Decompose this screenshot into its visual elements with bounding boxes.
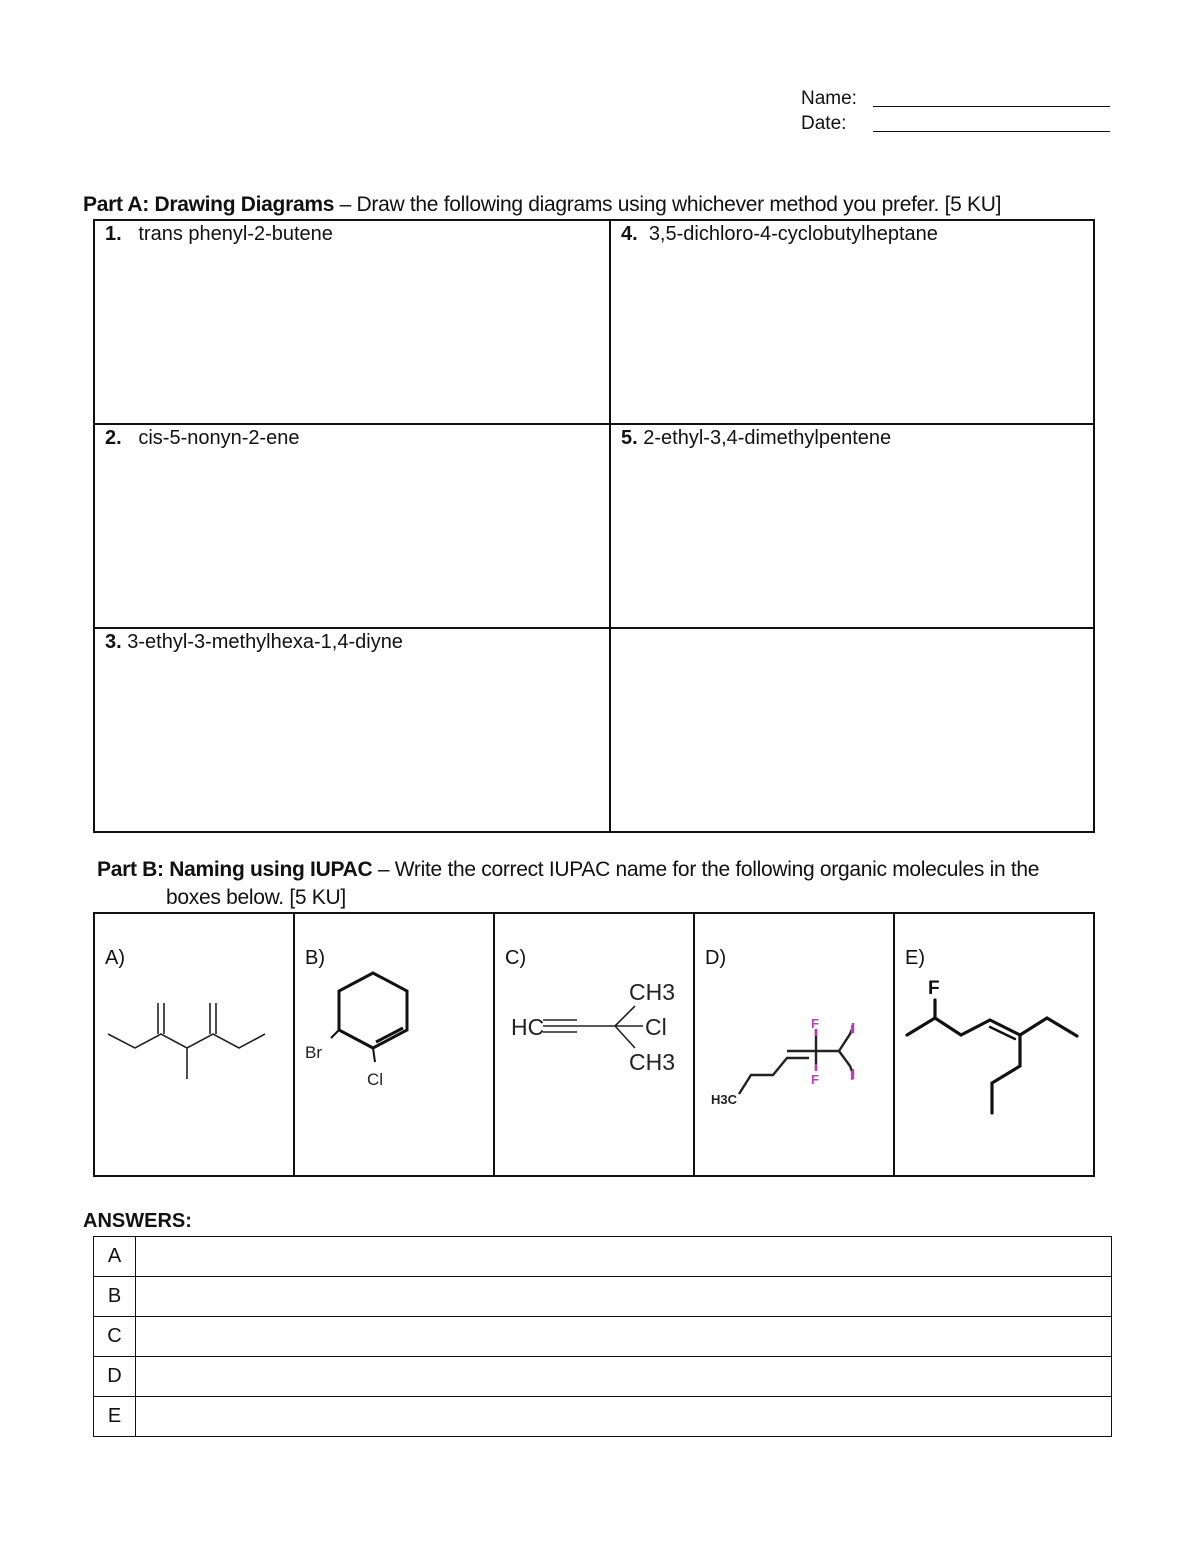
- name-field[interactable]: [873, 106, 1110, 107]
- part-b-title: [97, 858, 1039, 882]
- atom-br: Br: [305, 1043, 322, 1062]
- answer-label: B: [94, 1277, 136, 1317]
- answer-field-d[interactable]: [136, 1357, 1112, 1397]
- atom-cl: Cl: [645, 1014, 667, 1040]
- cl-bond: [373, 1048, 375, 1062]
- question-text: trans phenyl-2-butene: [138, 223, 333, 245]
- answer-field-b[interactable]: [136, 1277, 1112, 1317]
- empty-cell[interactable]: [610, 628, 1094, 832]
- answer-label: D: [94, 1357, 136, 1397]
- answers-title: ANSWERS:: [83, 1210, 192, 1232]
- answer-field-e[interactable]: [136, 1397, 1112, 1437]
- part-a-table: [93, 219, 1095, 833]
- part-a-title: [83, 193, 1001, 217]
- question-number: 4.: [621, 223, 638, 245]
- atom-f: F: [811, 1016, 819, 1031]
- atom-f: F: [811, 1072, 819, 1087]
- question-cell[interactable]: [94, 628, 610, 832]
- molecule-e-structure: [895, 914, 1095, 1177]
- answer-label: A: [94, 1237, 136, 1277]
- question-cell[interactable]: [94, 424, 610, 628]
- molecule-label: A): [105, 947, 125, 969]
- cyclohexene-ring: [339, 973, 407, 1048]
- question-cell[interactable]: [610, 220, 1094, 424]
- molecule-b-structure: [295, 914, 495, 1177]
- part-b-title-rest: – Write the correct IUPAC name for the following organic molecules in the: [372, 858, 1040, 881]
- molecule-cell-d: [694, 913, 894, 1176]
- question-text: 3,5-dichloro-4-cyclobutylheptane: [648, 223, 938, 245]
- molecule-a-structure: [95, 914, 295, 1177]
- question-cell[interactable]: [610, 424, 1094, 628]
- bond: [615, 1026, 635, 1048]
- date-field[interactable]: [873, 131, 1110, 132]
- atom-ch3: CH3: [629, 979, 676, 1005]
- part-a-title-rest: – Draw the following diagrams using whichever method you prefer. [5 KU]: [334, 193, 1002, 216]
- propyl-chain: [992, 1035, 1020, 1113]
- answer-label: C: [94, 1317, 136, 1357]
- question-number: 2.: [105, 427, 122, 449]
- molecule-label: B): [305, 947, 325, 969]
- atom-f: F: [928, 978, 940, 999]
- atom-ch3: CH3: [629, 1049, 676, 1075]
- question-number: 1.: [105, 223, 122, 245]
- atom-h3c: H3C: [711, 1092, 738, 1107]
- part-b-table: [93, 912, 1095, 1177]
- part-b-title-bold: Part B: Naming using IUPAC: [97, 858, 373, 881]
- question-number: 5.: [621, 427, 638, 449]
- atom-i: I: [850, 1022, 854, 1037]
- molecule-d-structure: [695, 914, 895, 1177]
- molecule-label: E): [905, 947, 925, 969]
- carbon-chain: [739, 1058, 809, 1094]
- date-label: Date:: [801, 113, 847, 134]
- question-cell[interactable]: [94, 220, 610, 424]
- molecule-cell-e: [894, 913, 1094, 1176]
- atom-cl: Cl: [367, 1070, 384, 1089]
- answers-table: [93, 1236, 1112, 1437]
- molecule-cell-c: [494, 913, 694, 1176]
- double-bond: [990, 1027, 1015, 1039]
- molecule-label: D): [705, 947, 727, 969]
- molecule-cell-b: [294, 913, 494, 1176]
- answer-field-c[interactable]: [136, 1317, 1112, 1357]
- bond: [615, 1006, 635, 1026]
- molecule-cell-a: [94, 913, 294, 1176]
- molecule-label: C): [505, 947, 527, 969]
- atom-i: I: [850, 1068, 854, 1083]
- molecule-c-structure: [495, 914, 695, 1177]
- question-text: 3-ethyl-3-methylhexa-1,4-diyne: [127, 631, 403, 653]
- question-number: 3.: [105, 631, 122, 653]
- part-a-title-bold: Part A: Drawing Diagrams: [83, 193, 335, 216]
- question-text: cis-5-nonyn-2-ene: [138, 427, 300, 449]
- atom-hc: HC: [511, 1014, 545, 1040]
- question-text: 2-ethyl-3,4-dimethylpentene: [643, 427, 892, 449]
- part-b-title-line2: boxes below. [5 KU]: [166, 886, 346, 909]
- answer-field-a[interactable]: [136, 1237, 1112, 1277]
- br-bond: [331, 1030, 339, 1038]
- name-label: Name:: [801, 88, 857, 109]
- answer-label: E: [94, 1397, 136, 1437]
- carbon-chain: [108, 1034, 265, 1048]
